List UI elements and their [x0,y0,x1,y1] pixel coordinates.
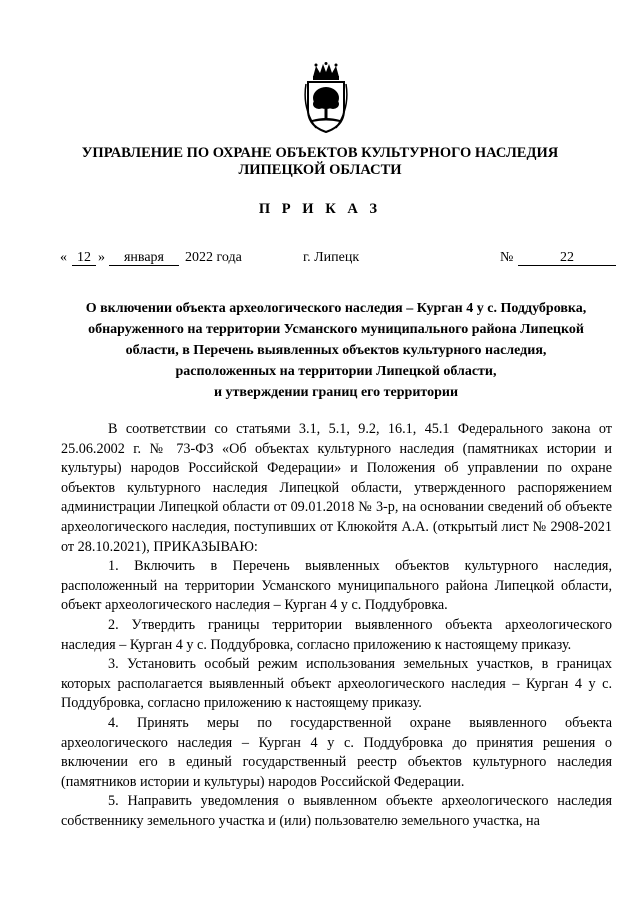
date-year: 2022 года [185,250,242,265]
preamble-paragraph: В соответствии со статьями 3.1, 5.1, 9.2, 16.1, 45.1 Федерального закона от 25.06.2002 г. № 73-ФЗ «Об объектах культурного наследия (памятниках истории и культуры) народов Российской Федерации» и Положения об управлении по охране объектов культурного наследия Липецкой области, утвержденного распоряжением администрации Липецкой области от 09.01.2018 № 3-р, на основании сведений об объекте археологического наследия, поступивших от Клюкойтя А.А. (открытый лист № 2908-2021 от 28.10.2021), ПРИКАЗЫВАЮ: [61,421,612,555]
organization-name-line1: УПРАВЛЕНИЕ ПО ОХРАНЕ ОБЪЕКТОВ КУЛЬТУРНОГО НАСЛЕДИЯ [81,145,559,161]
coat-of-arms-icon [302,62,350,134]
date-day: 12 [72,250,96,266]
order-title-line4: расположенных на территории Липецкой области, [175,364,497,379]
date-close-quote: » [98,250,105,265]
order-item-5: 5. Направить уведомления о выявленном объекте археологического наследия собственнику земельного участка и (или) пользователю земельного участка, на [61,793,612,829]
order-item-4: 4. Принять меры по государственной охране выявленного объекта археологического наследия – Курган 4 у с. Поддубровка до принятия решения о включении его в единый государственный реестр объектов культурного наследия (памятников истории и культуры) народов Российской Федерации. [61,714,612,790]
order-title-line5: и утверждении границ его территории [213,385,459,400]
organization-name [40,145,600,179]
date-line [0,250,640,272]
number-sign: № [500,250,514,265]
order-item-2: 2. Утвердить границы территории выявленного объекта археологического наследия – Курган 4 у с. Поддубровка, согласно приложению к настоящему приказу. [61,616,612,653]
city: г. Липецк [303,250,360,265]
order-body [61,420,612,831]
order-title-line3: области, в Перечень выявленных объектов культурного наследия, [125,343,547,358]
order-title-line1: О включении объекта археологического наследия – Курган 4 у с. Поддубровка, [85,301,587,316]
organization-name-line2: ЛИПЕЦКОЙ ОБЛАСТИ [238,162,402,178]
date-open-quote: « [60,250,67,265]
order-item-1: 1. Включить в Перечень выявленных объектов культурного наследия, расположенный на территории Усманского муниципального района Липецкой области, объект археологического наследия – Курган 4 у с. Поддубровка. [61,558,612,614]
date-month: января [109,250,179,266]
order-title [56,298,616,403]
order-number: 22 [518,250,616,266]
document-type: П Р И К А З [258,201,382,217]
order-item-3: 3. Установить особый режим использования земельных участков, в границах которых располагается выявленный объект археологического наследия – Курган 4 у с. Поддубровка, согласно приложению к настоящему приказу. [61,656,612,712]
order-title-line2: обнаруженного на территории Усманского муниципального района Липецкой [88,322,584,337]
